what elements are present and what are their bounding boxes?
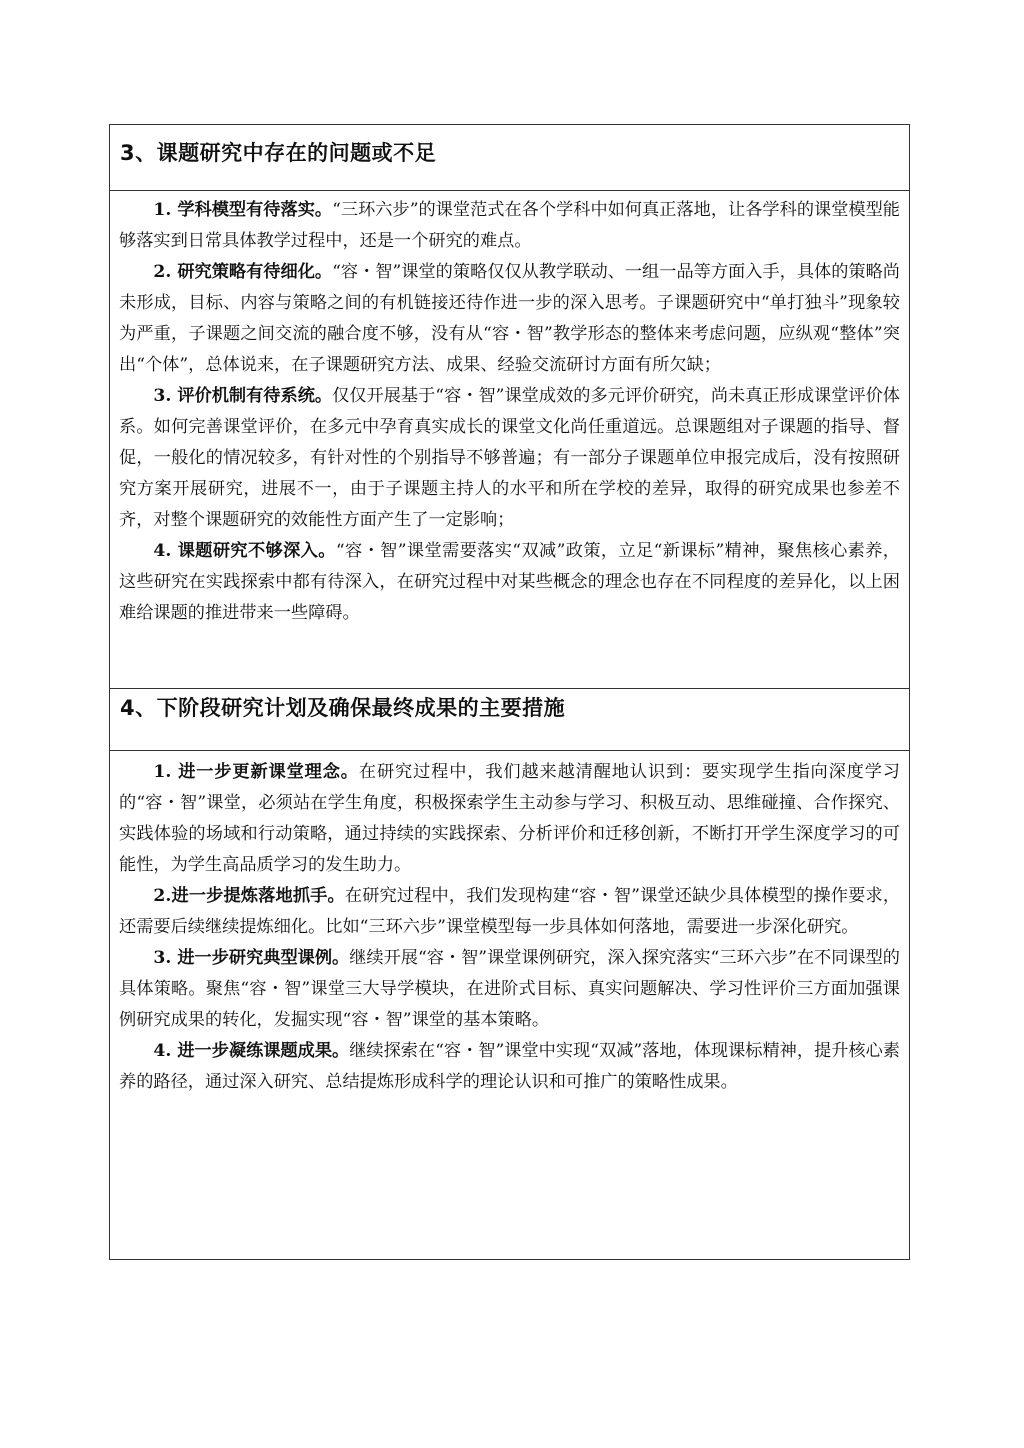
section-3-paragraph-1 <box>119 195 900 257</box>
section-3-paragraph-2 <box>119 257 900 381</box>
paragraph-lead: 2. 研究策略有待细化。 <box>153 262 333 282</box>
section-3-heading: 3、课题研究中存在的问题或不足 <box>120 141 437 165</box>
section-4-paragraph-2 <box>119 881 900 943</box>
paragraph-text: 继续开展“容・智”课堂课例研究，深入探究落实“三环六步”在不同课型的具体策略。聚焦“容・智”课堂三大导学模块，在进阶式目标、真实问题解决、学习性评价三方面加强课例研究成果的转化，发掘实现“容・智”课堂的基本策略。 <box>119 948 900 1030</box>
section-4-paragraph-1 <box>119 757 900 881</box>
paragraph-lead: 4. 进一步凝练课题成果。 <box>153 1041 350 1061</box>
section-3-paragraph-4 <box>119 536 900 629</box>
row-divider <box>110 190 909 191</box>
paragraph-lead: 1. 进一步更新课堂理念。 <box>153 762 359 782</box>
paragraph-text: “容・智”课堂需要落实“双减”政策，立足“新课标”精神，聚焦核心素养，这些研究在实践探索中都有待深入，在研究过程中对某些概念的理念也存在不同程度的差异化，以上困难给课题的推进带来一些障碍。 <box>119 541 900 623</box>
section-4-heading: 4、下阶段研究计划及确保最终成果的主要措施 <box>120 696 566 720</box>
paragraph-text: “三环六步”的课堂范式在各个学科中如何真正落地，让各学科的课堂模型能够落实到日常具体教学过程中，还是一个研究的难点。 <box>119 200 900 251</box>
paragraph-lead: 2.进一步提炼落地抓手。 <box>153 886 345 906</box>
paragraph-lead: 4. 课题研究不够深入。 <box>153 541 336 561</box>
paragraph-lead: 1. 学科模型有待落实。 <box>153 200 333 220</box>
paragraph-lead: 3. 评价机制有待系统。 <box>153 386 333 406</box>
paragraph-lead: 3. 进一步研究典型课例。 <box>153 948 350 968</box>
paragraph-text: 继续探索在“容・智”课堂中实现“双减”落地，体现课标精神，提升核心素养的路径，通过深入研究、总结提炼形成科学的理论认识和可推广的策略性成果。 <box>119 1041 900 1092</box>
paragraph-text: 仅仅开展基于“容・智”课堂成效的多元评价研究，尚未真正形成课堂评价体系。如何完善课堂评价，在多元中孕育真实成长的课堂文化尚任重道远。总课题组对子课题的指导、督促，一般化的情况较多，有针对性的个别指导不够普遍；有一部分子课题单位申报完成后，没有按照研究方案开展研究，进展不一，由于子课题主持人的水平和所在学校的差异，取得的研究成果也参差不齐，对整个课题研究的效能性方面产生了一定影响； <box>119 386 900 530</box>
section-3-body <box>119 195 900 629</box>
section-3-paragraph-3 <box>119 381 900 536</box>
paragraph-text: 在研究过程中，我们越来越清醒地认识到：要实现学生指向深度学习的“容・智”课堂，必须站在学生角度，积极探索学生主动参与学习、积极互动、思维碰撞、合作探究、实践体验的场域和行动策略，通过持续的实践探索、分析评价和迁移创新，不断打开学生深度学习的可能性，为学生高品质学习的发生助力。 <box>119 762 900 875</box>
section-3-heading-row <box>110 125 909 190</box>
section-4-body <box>119 757 900 1098</box>
section-4-paragraph-4 <box>119 1036 900 1098</box>
section-4-paragraph-3 <box>119 943 900 1036</box>
row-divider <box>110 750 909 751</box>
paragraph-text: 在研究过程中，我们发现构建“容・智”课堂还缺少具体模型的操作要求，还需要后续继续提炼细化。比如“三环六步”课堂模型每一步具体如何落地，需要进一步深化研究。 <box>119 886 901 937</box>
section-4-heading-row <box>110 688 909 750</box>
paragraph-text: “容・智”课堂的策略仅仅从教学联动、一组一品等方面入手，具体的策略尚未形成，目标、内容与策略之间的有机链接还待作进一步的深入思考。子课题研究中“单打独斗”现象较为严重，子课题之间交流的融合度不够，没有从“容・智”教学形态的整体来考虑问题，应纵观“整体”突出“个体”，总体说来，在子课题研究方法、成果、经验交流研讨方面有所欠缺； <box>119 262 900 375</box>
report-table <box>109 124 910 1260</box>
